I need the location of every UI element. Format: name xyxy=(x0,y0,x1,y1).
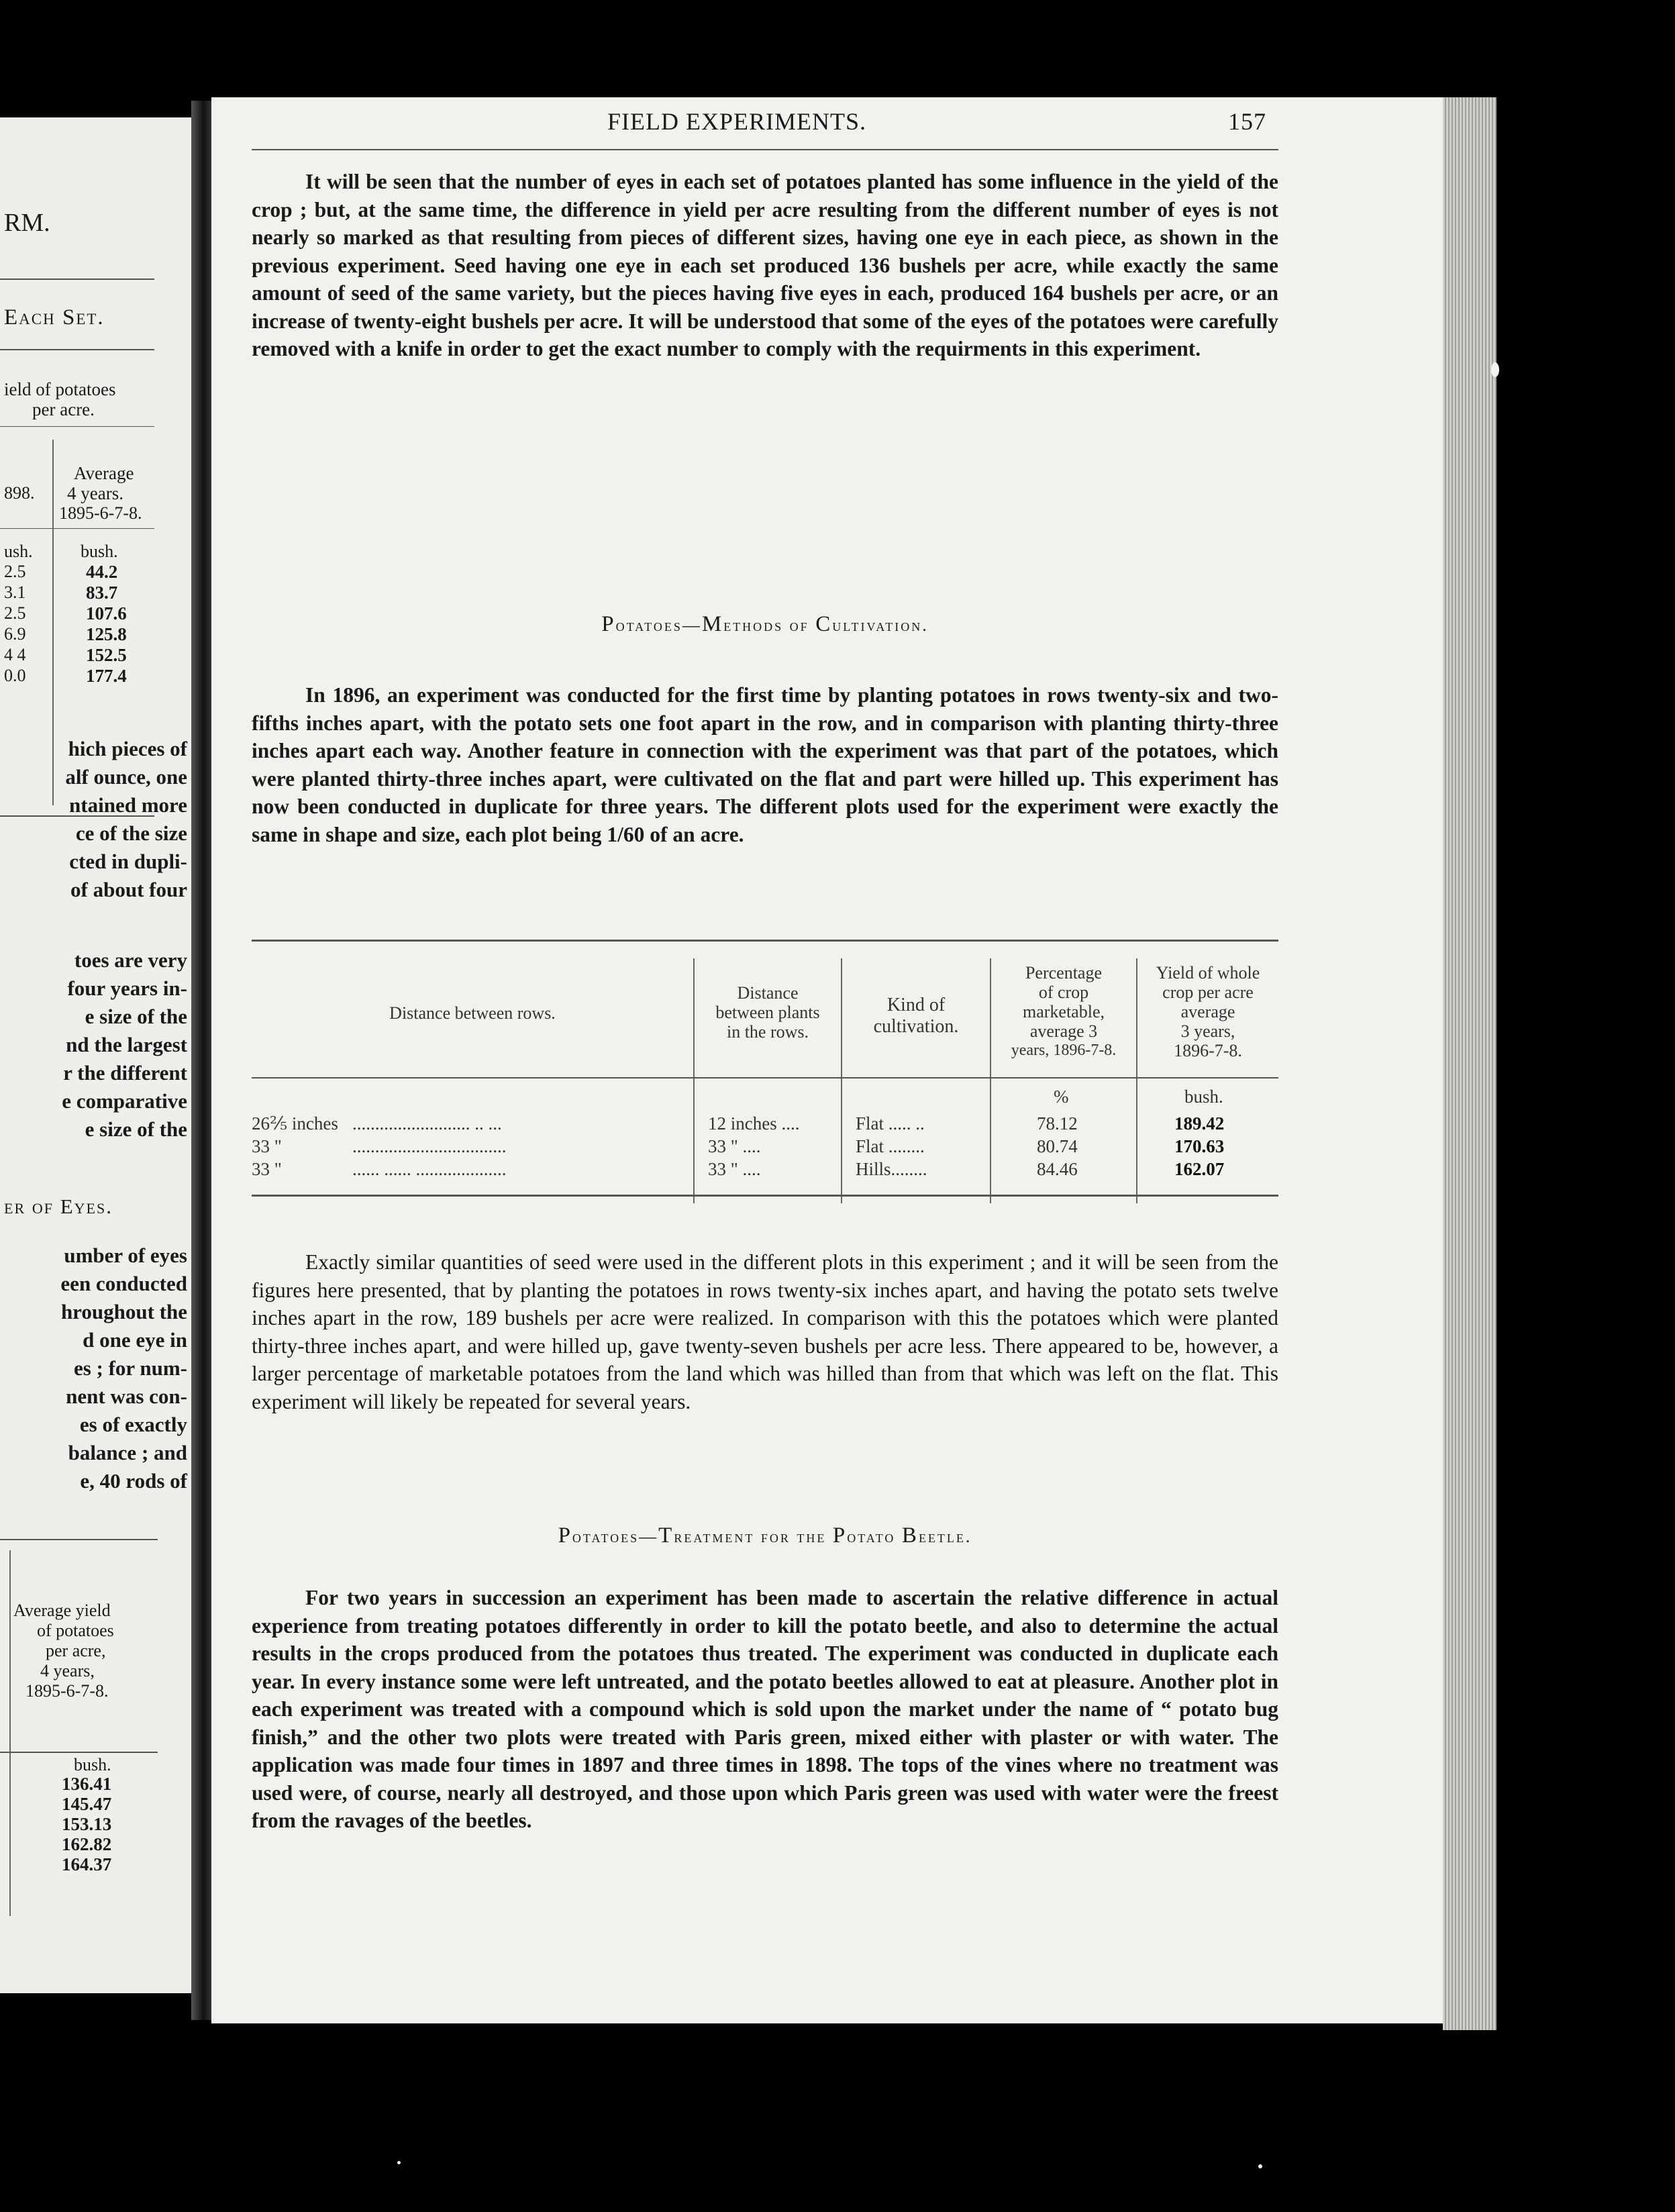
left-text-line: e size of the xyxy=(85,1005,187,1028)
left-col-head-1b: per acre. xyxy=(32,399,95,419)
paragraph-1-text: It will be seen that the number of eyes in each set of potatoes planted has some influence in the yield of the crop ; but, at the same time, the difference in yield per acre resulting from the different number of eyes is not nearly so marked as that resulting from pieces of different sizes, having one eye in each piece, as shown in the previous experiment. Seed having one eye in each set produced 136 bushels per acre, while exactly the same amount of seed of the same variety, but the pieces having five eyes in each, produced 164 bushels per acre, or an increase of twenty-eight bushels per acre. It will be understood that some of the eyes of the potatoes were carefully removed with a knife in order to get the exact number to comply with the requirments in this experiment. xyxy=(252,170,1278,360)
left-table2-head-line: 4 years, xyxy=(40,1661,95,1680)
left-text-line: d one eye in xyxy=(83,1328,187,1352)
header-yield-3: average xyxy=(1180,1002,1235,1021)
row-distance-rows: 26⅖ inches xyxy=(252,1113,338,1134)
header-yield xyxy=(1137,963,1278,1060)
left-col-a-value: 4 4 xyxy=(4,645,26,664)
left-table2-vline xyxy=(9,1550,11,1916)
header-distance-plants-3: in the rows. xyxy=(726,1022,809,1042)
row-distance-rows: 33 " xyxy=(252,1136,282,1156)
table-bottom-rule xyxy=(252,1195,1278,1197)
left-text-line: balance ; and xyxy=(68,1441,187,1464)
row-leader-dots: ...... ...... .................... xyxy=(352,1159,507,1179)
section2-rest3: otato xyxy=(847,1527,902,1546)
left-section-bottom: er of Eyes. xyxy=(4,1195,113,1218)
left-table2-head-line: Average yield xyxy=(13,1601,111,1620)
header-rule xyxy=(252,149,1278,150)
left-text-line: nd the largest xyxy=(66,1033,187,1056)
page-edges xyxy=(1443,97,1496,2030)
header-percentage xyxy=(991,963,1136,1060)
left-table2-value: 162.82 xyxy=(62,1834,112,1854)
row-yield: 170.63 xyxy=(1174,1136,1225,1156)
paragraph-3-text: Exactly similar quantities of seed were used in the different plots in this experiment ; and it will be seen from the figures here presented, that by planting the potatoes in rows twenty-six inches apart, and having the potato sets twelve inches apart in the row, 189 bushels per acre were realized. In comparison with this the potatoes which were planted thirty-three inches apart, and were hilled up, gave twenty-seven bushels per acre less. There appeared to be, however, a larger percentage of marketable potatoes from the land which was hilled than from that which was left on the flat. This experiment will likely be repeated for several years. xyxy=(252,1250,1278,1413)
header-distance-plants-1: Distance xyxy=(737,983,799,1003)
section1-rest2: ethods of xyxy=(723,615,816,635)
row-percent: 78.12 xyxy=(1037,1113,1078,1134)
left-text-line: four years in- xyxy=(67,976,187,1000)
header-percentage-1: Percentage xyxy=(1025,963,1103,983)
header-yield-2: crop per acre xyxy=(1162,983,1254,1002)
table-header-rule xyxy=(252,1077,1278,1078)
left-col-a-value: 3.1 xyxy=(4,583,26,602)
left-text-line: nent was con- xyxy=(66,1385,187,1408)
scan-speck xyxy=(397,2161,401,2164)
header-percentage-4: average 3 xyxy=(1029,1021,1098,1041)
page-number: 157 xyxy=(1228,108,1266,135)
row-cultivation: Hills........ xyxy=(856,1159,927,1179)
scan-speck xyxy=(1258,2164,1262,2168)
left-section-top: Each Set. xyxy=(4,305,105,330)
left-table-mid-rule xyxy=(0,426,154,427)
header-percentage-2: of crop xyxy=(1038,983,1089,1002)
left-text-line: e, 40 rods of xyxy=(80,1469,187,1493)
left-text-line: ce of the size xyxy=(75,821,187,845)
row-distance-plants: 33 " .... xyxy=(708,1159,761,1179)
row-yield: 162.07 xyxy=(1174,1159,1225,1179)
section1-rest1: otatoes— xyxy=(615,615,702,635)
section1-cap3: C xyxy=(815,612,833,636)
left-table-head-rule xyxy=(0,528,154,529)
left-table-top-rule xyxy=(0,349,154,350)
header-cultivation-1: Kind of xyxy=(886,995,946,1015)
left-units-a: ush. xyxy=(4,542,33,561)
section2-rest1: otatoes— xyxy=(572,1527,659,1546)
section2-cap2: T xyxy=(658,1523,674,1548)
left-col-b-value: 125.8 xyxy=(86,624,127,644)
left-col-head-2-left: 898. xyxy=(4,483,35,503)
row-yield: 189.42 xyxy=(1174,1113,1225,1134)
left-table2-head-line: of potatoes xyxy=(37,1621,114,1640)
left-text-line: ntained more xyxy=(69,793,187,817)
left-text-line: hroughout the xyxy=(60,1300,187,1323)
left-text-line: es of exactly xyxy=(79,1413,187,1436)
left-text-line: e comparative xyxy=(62,1089,187,1113)
left-col-head-2b: 4 years. xyxy=(67,483,123,503)
header-distance-plants xyxy=(695,983,841,1042)
section2-rest2: reatment for the xyxy=(674,1527,833,1546)
paragraph-4-text: For two years in succession an experiment has been made to ascertain the relative difference in actual experience from treating potatoes differently in order to kill the potato beetle, and also to determine the actual results in the crops produced from the potatoes thus treated. The experiment was conducted in duplicate each year. In every instance some were left untreated, and the potato beetles allowed to eat at pleasure. Another plot in each experiment was treated with a compound which is sold upon the market under the name of “ potato bug finish,” and the other two plots were treated with Paris green, mixed either with plaster or with water. The application was made four times in 1897 and three times in 1898. The tops of the vines where no treatment was used were, of course, nearly all destroyed, and those upon which Paris green was used with water were the freest from the ravages of the beetles. xyxy=(252,1586,1278,1832)
left-text-line: een conducted xyxy=(60,1272,187,1295)
header-yield-1: Yield of whole xyxy=(1156,963,1260,983)
left-table2-units: bush. xyxy=(74,1755,111,1774)
paragraph-cultivation-intro xyxy=(252,681,1278,848)
left-head-rule xyxy=(0,279,154,280)
left-running-head: RM. xyxy=(4,209,50,237)
section2-rest4: eetle. xyxy=(918,1527,972,1546)
section-heading-cultivation xyxy=(252,612,1278,637)
left-text-line: toes are very xyxy=(74,948,187,972)
section2-cap3: P xyxy=(832,1523,848,1548)
left-table2-value: 153.13 xyxy=(62,1814,112,1834)
book-gutter xyxy=(191,101,211,2020)
left-table-vline xyxy=(52,440,54,805)
left-table2-head-line: 1895-6-7-8. xyxy=(26,1681,109,1701)
header-cultivation xyxy=(842,995,990,1038)
left-table2-head-line: per acre, xyxy=(46,1641,106,1660)
left-table2-top-rule xyxy=(0,1539,158,1540)
left-text-line: cted in dupli- xyxy=(69,850,187,873)
left-page xyxy=(0,117,191,1993)
left-text-line: e size of the xyxy=(85,1117,187,1141)
row-cultivation: Flat ..... .. xyxy=(856,1113,925,1134)
paragraph-beetle-treatment xyxy=(252,1584,1278,1835)
left-col-a-value: 2.5 xyxy=(4,603,26,623)
left-col-b-value: 152.5 xyxy=(86,645,127,665)
header-distance-rows: Distance between rows. xyxy=(389,1003,556,1023)
row-cultivation: Flat ........ xyxy=(856,1136,925,1156)
unit-percentage: % xyxy=(1054,1087,1069,1107)
left-col-b-value: 107.6 xyxy=(86,603,127,623)
header-yield-5: 1896-7-8. xyxy=(1174,1041,1242,1060)
table-top-rule xyxy=(252,940,1278,942)
row-percent: 84.46 xyxy=(1037,1159,1078,1179)
left-text-line: r the different xyxy=(63,1061,187,1085)
header-percentage-5: years, 1896-7-8. xyxy=(1011,1042,1117,1059)
left-col-head-2c: 1895-6-7-8. xyxy=(59,503,142,523)
left-table2-head-rule xyxy=(0,1752,158,1753)
header-percentage-3: marketable, xyxy=(1023,1002,1105,1021)
unit-yield: bush. xyxy=(1184,1087,1223,1107)
row-leader-dots: .................................. xyxy=(352,1136,507,1156)
section2-cap1: P xyxy=(558,1523,572,1548)
row-distance-rows: 33 " xyxy=(252,1159,282,1179)
paragraph-eyes-influence xyxy=(252,168,1278,363)
left-col-head-1a: ield of potatoes xyxy=(4,379,116,399)
left-text-line: es ; for num- xyxy=(73,1356,187,1380)
left-col-head-2a: Average xyxy=(74,463,134,483)
section1-cap2: M xyxy=(701,612,724,636)
left-table2-value: 136.41 xyxy=(62,1774,112,1794)
paragraph-2-text: In 1896, an experiment was conducted for the first time by planting potatoes in rows twenty-six and two-fifths inches apart, with the potato sets one foot apart in the row, and in comparison with planting thirty-three inches apart each way. Another feature in connection with the experiment was that part of the potatoes, which were planted thirty-three inches apart, were cultivated on the flat and part were hilled up. This experiment has now been conducted in duplicate for three years. The different plots used for the experiment were exactly the same in shape and size, each plot being 1/60 of an acre. xyxy=(252,683,1278,846)
left-text-line: alf ounce, one xyxy=(65,765,187,789)
page-title: FIELD EXPERIMENTS. xyxy=(607,108,866,135)
left-col-a-value: 6.9 xyxy=(4,624,26,644)
header-distance-plants-2: between plants xyxy=(715,1003,820,1022)
left-col-a-value: 2.5 xyxy=(4,562,26,581)
row-distance-plants: 12 inches .... xyxy=(708,1113,800,1134)
left-text-line: of about four xyxy=(70,878,187,901)
left-table2-value: 164.37 xyxy=(62,1854,112,1874)
left-units-b: bush. xyxy=(81,542,118,561)
row-distance-plants: 33 " .... xyxy=(708,1136,761,1156)
left-col-b-value: 177.4 xyxy=(86,666,127,686)
left-col-a-value: 0.0 xyxy=(4,666,26,685)
left-col-b-value: 83.7 xyxy=(86,583,118,603)
row-leader-dots: .......................... .. ... xyxy=(352,1113,502,1134)
section1-rest3: ultivation. xyxy=(832,615,929,635)
left-text-line: hich pieces of xyxy=(68,737,187,760)
left-col-b-value: 44.2 xyxy=(86,562,118,582)
header-yield-4: 3 years, xyxy=(1180,1021,1235,1041)
paragraph-results xyxy=(252,1248,1278,1415)
left-table2-value: 145.47 xyxy=(62,1794,112,1814)
left-text-line: umber of eyes xyxy=(64,1244,187,1267)
header-cultivation-2: cultivation. xyxy=(873,1016,959,1037)
row-percent: 80.74 xyxy=(1037,1136,1078,1156)
scan-speck xyxy=(1491,362,1499,377)
section-heading-beetle xyxy=(252,1523,1278,1548)
section1-cap1: P xyxy=(601,612,616,636)
section2-cap4: B xyxy=(901,1523,919,1548)
